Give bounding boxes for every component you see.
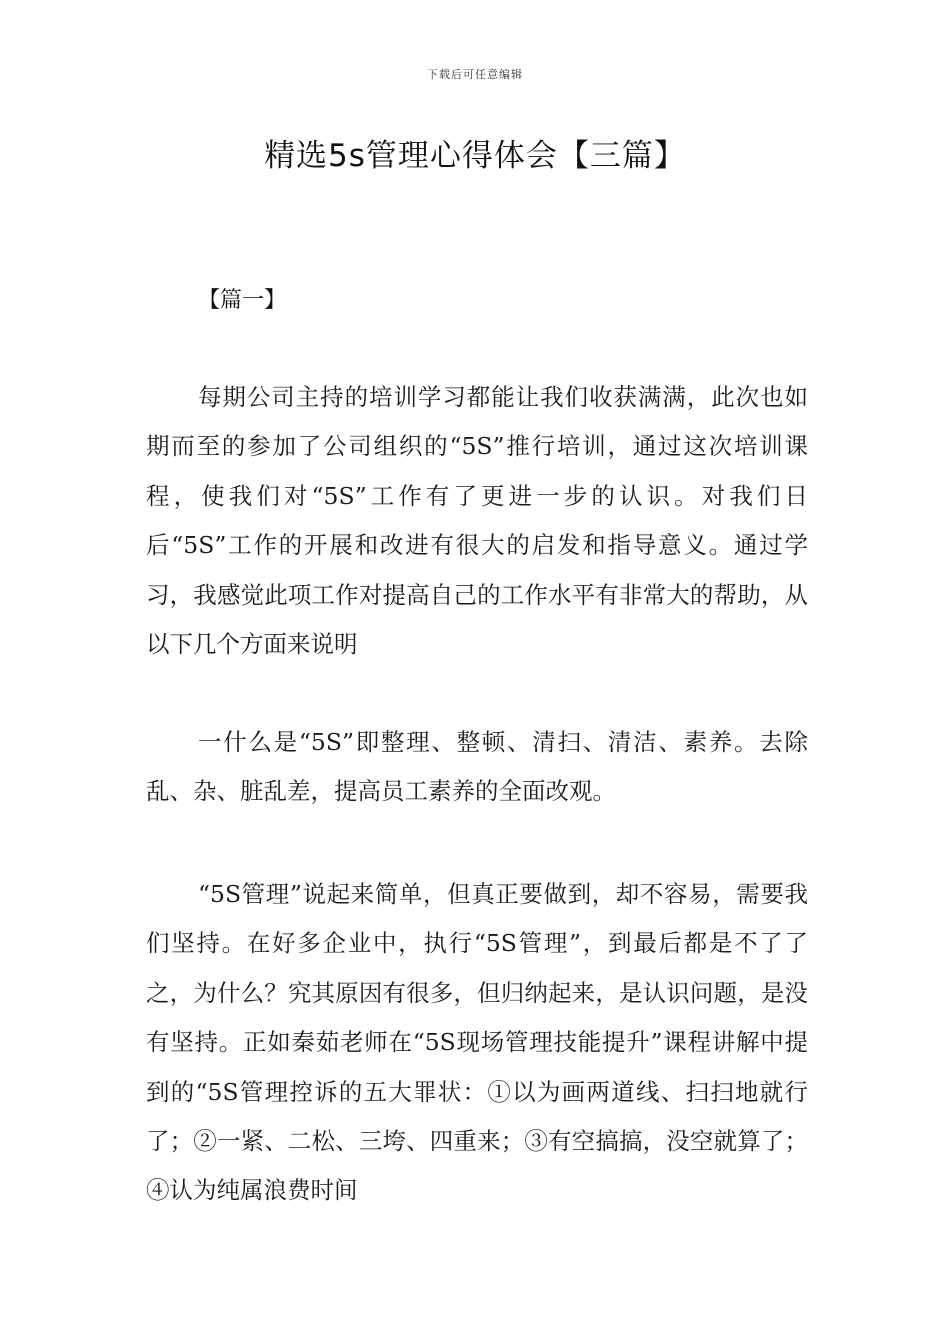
document-title: 精选5s管理心得体会【三篇】: [264, 138, 686, 174]
body-paragraph-3: “5S管理”说起来简单，但真正要做到，却不容易，需要我们坚持。在好多企业中，执行“5S管理”，到最后都是不了了之，为什么？究其原因有很多，但归纳起来，是认识问题，是没有坚持。正如秦茹老师在“5S现场管理技能提升”课程讲解中提到的“5S管理控诉的五大罪状：①以为画两道线、扫扫地就行了；②一紧、二松、三垮、四重来；③有空搞搞，没空就算了；④认为纯属浪费时间: [146, 880, 808, 1205]
body-paragraph-2: 一什么是“5S”即整理、整顿、清扫、清洁、素养。去除乱、杂、脏乱差，提高员工素养的全面改观。: [146, 728, 808, 806]
section-heading: 【篇一】: [198, 288, 287, 313]
body-paragraph-1: 每期公司主持的培训学习都能让我们收获满满，此次也如期而至的参加了公司组织的“5S”推行培训，通过这次培训课程，使我们对“5S”工作有了更进一步的认识。对我们日后“5S”工作的开展和改进有很大的启发和指导意义。通过学习，我感觉此项工作对提高自己的工作水平有非常大的帮助，从以下几个方面来说明: [146, 383, 808, 659]
header-note: 下载后可任意编辑: [427, 68, 523, 81]
